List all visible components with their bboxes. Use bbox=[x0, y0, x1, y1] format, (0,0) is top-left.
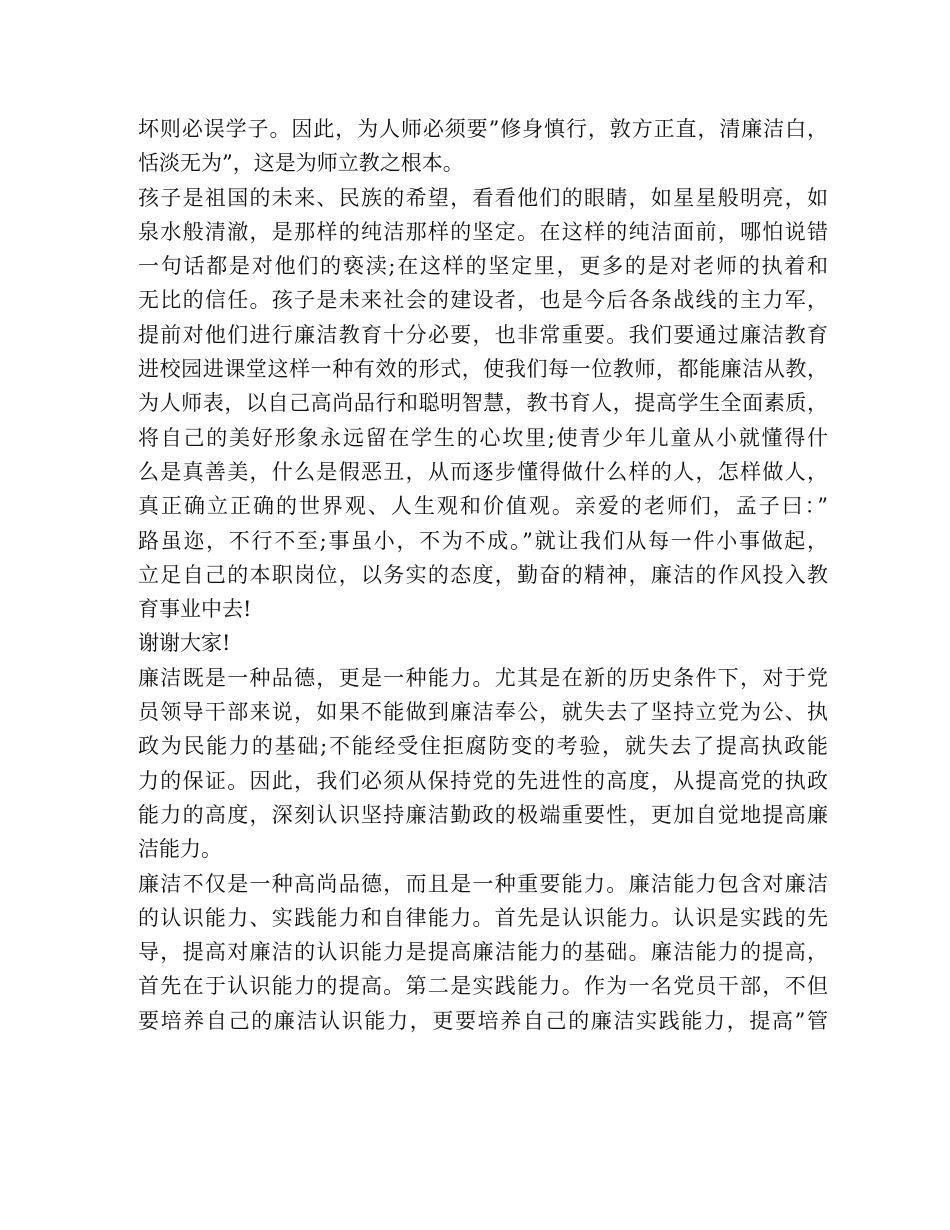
text-line: 路虽迩，不行不至;事虽小，不为不成。”就让我们从每一件小事做起， bbox=[138, 528, 828, 553]
text-line: 导，提高对廉洁的认识能力是提高廉洁能力的基础。廉洁能力的提高， bbox=[138, 940, 828, 965]
text-line: 首先在于认识能力的提高。第二是实践能力。作为一名党员干部，不但 bbox=[138, 974, 828, 999]
text-line: 能力的高度，深刻认识坚持廉洁勤政的极端重要性，更加自觉地提高廉 bbox=[138, 802, 828, 827]
text-line: 将自己的美好形象永远留在学生的心坎里;使青少年儿童从小就懂得什 bbox=[138, 425, 828, 450]
text-line: 么是真善美，什么是假恶丑，从而逐步懂得做什么样的人，怎样做人， bbox=[138, 459, 828, 484]
text-line: 恬淡无为”，这是为师立教之根本。 bbox=[138, 151, 464, 176]
text-line: 泉水般清澈，是那样的纯洁那样的坚定。在这样的纯洁面前，哪怕说错 bbox=[138, 219, 828, 244]
text-line: 廉洁不仅是一种高尚品德，而且是一种重要能力。廉洁能力包含对廉洁 bbox=[138, 871, 828, 896]
text-line: 真正确立正确的世界观、人生观和价值观。亲爱的老师们，孟子曰：” bbox=[138, 494, 828, 519]
text-line: 谢谢大家! bbox=[138, 631, 231, 656]
text-line: 提前对他们进行廉洁教育十分必要，也非常重要。我们要通过廉洁教育 bbox=[138, 322, 828, 347]
text-line: 的认识能力、实践能力和自律能力。首先是认识能力。认识是实践的先 bbox=[138, 905, 828, 930]
text-line: 力的保证。因此，我们必须从保持党的先进性的高度，从提高党的执政 bbox=[138, 768, 828, 793]
text-line: 政为民能力的基础;不能经受住拒腐防变的考验，就失去了提高执政能 bbox=[138, 734, 828, 759]
text-line: 无比的信任。孩子是未来社会的建设者，也是今后各条战线的主力军， bbox=[138, 288, 828, 313]
text-line: 员领导干部来说，如果不能做到廉洁奉公，就失去了坚持立党为公、执 bbox=[138, 700, 828, 725]
text-line: 育事业中去! bbox=[138, 597, 252, 622]
document-body bbox=[138, 112, 828, 1038]
text-line: 要培养自己的廉洁认识能力，更要培养自己的廉洁实践能力，提高”管 bbox=[138, 1008, 828, 1033]
text-line: 为人师表，以自己高尚品行和聪明智慧，教书育人，提高学生全面素质， bbox=[138, 391, 828, 416]
text-line: 一句话都是对他们的亵渎;在这样的坚定里，更多的是对老师的执着和 bbox=[138, 254, 828, 279]
text-line: 孩子是祖国的未来、民族的希望，看看他们的眼睛，如星星般明亮，如 bbox=[138, 185, 828, 210]
text-line: 坏则必误学子。因此，为人师必须要”修身慎行，敦方正直，清廉洁白， bbox=[138, 117, 828, 141]
text-line: 立足自己的本职岗位，以务实的态度，勤奋的精神，廉洁的作风投入教 bbox=[138, 562, 828, 587]
text-line: 廉洁既是一种品德，更是一种能力。尤其是在新的历史条件下，对于党 bbox=[138, 665, 828, 690]
text-line: 洁能力。 bbox=[138, 837, 222, 862]
text-line: 进校园进课堂这样一种有效的形式，使我们每一位教师，都能廉洁从教， bbox=[138, 357, 828, 382]
